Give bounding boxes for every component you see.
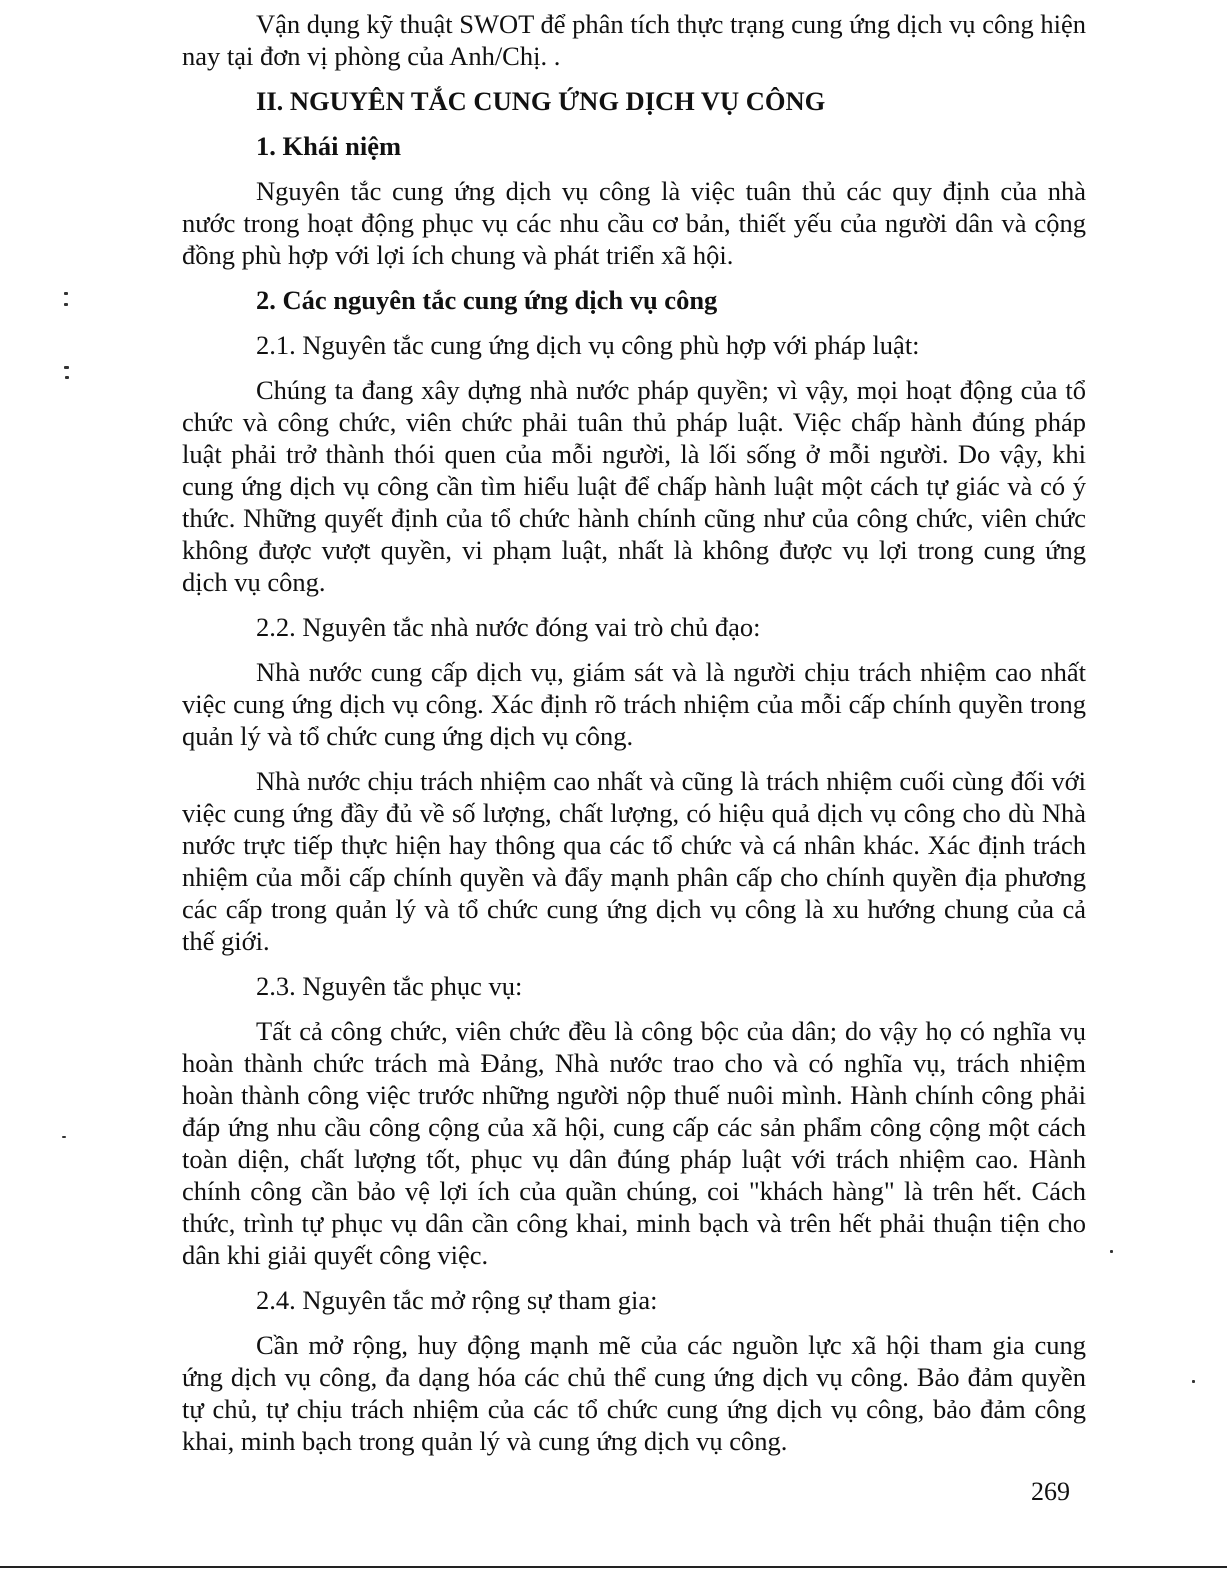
- document-page: [182, 8, 1086, 1457]
- principle-2-3-title: 2.3. Nguyên tắc phục vụ:: [256, 971, 523, 1001]
- concept-heading: 1. Khái niệm: [256, 131, 402, 161]
- principle-2-4-paragraph: Cần mở rộng, huy động mạnh mẽ của các nguồn lực xã hội tham gia cung ứng dịch vụ công, đa dạng hóa các chủ thể cung ứng dịch vụ công. Bảo đảm quyền tự chủ, tự chịu trách nhiệm của các tổ chức cung ứng dịch vụ công, bảo đảm công khai, minh bạch trong quản lý và cung ứng dịch vụ công.: [182, 1330, 1086, 1456]
- scan-speck: [65, 376, 69, 379]
- principles-heading: 2. Các nguyên tắc cung ứng dịch vụ công: [256, 285, 718, 315]
- principle-2-2-title: 2.2. Nguyên tắc nhà nước đóng vai trò chủ đạo:: [256, 612, 761, 642]
- scan-speck: [62, 1136, 66, 1138]
- principle-2-3-paragraph: Tất cả công chức, viên chức đều là công bộc của dân; do vậy họ có nghĩa vụ hoàn thành chức trách mà Đảng, Nhà nước trao cho và có nghĩa vụ, trách nhiệm hoàn thành công việc trước những người nộp thuế nuôi mình. Hành chính công phải đáp ứng nhu cầu công cộng của xã hội, cung cấp các sản phẩm công cộng một cách toàn diện, chất lượng tốt, phục vụ dân đúng pháp luật với trách nhiệm cao. Hành chính công cần bảo vệ lợi ích của quần chúng, coi "khách hàng" là trên hết. Cách thức, trình tự phục vụ dân cần công khai, minh bạch và trên hết phải thuận tiện cho dân khi giải quyết công việc.: [182, 1016, 1086, 1270]
- concept-paragraph: Nguyên tắc cung ứng dịch vụ công là việc tuân thủ các quy định của nhà nước trong hoạt động phục vụ các nhu cầu cơ bản, thiết yếu của người dân và cộng đồng phù hợp với lợi ích chung và phát triển xã hội.: [182, 176, 1086, 270]
- page-number: 269: [1031, 1477, 1070, 1506]
- section-title: II. NGUYÊN TẮC CUNG ỨNG DỊCH VỤ CÔNG: [256, 86, 826, 116]
- intro-paragraph: Vận dụng kỹ thuật SWOT để phân tích thực trạng cung ứng dịch vụ công hiện nay tại đơn vị phòng của Anh/Chị. .: [182, 9, 1086, 71]
- principle-2-4-title: 2.4. Nguyên tắc mở rộng sự tham gia:: [256, 1285, 658, 1315]
- scan-speck: [64, 366, 69, 369]
- principle-2-2-paragraph-1: Nhà nước cung cấp dịch vụ, giám sát và là người chịu trách nhiệm cao nhất việc cung ứng dịch vụ công. Xác định rõ trách nhiệm của mỗi cấp chính quyền trong quản lý và tổ chức cung ứng dịch vụ công.: [182, 657, 1086, 751]
- scan-speck: [1110, 1250, 1113, 1253]
- page-bottom-edge: [0, 1566, 1227, 1568]
- principle-2-1-paragraph: Chúng ta đang xây dựng nhà nước pháp quyền; vì vậy, mọi hoạt động của tổ chức và công chức, viên chức phải tuân thủ pháp luật. Việc chấp hành đúng pháp luật phải trở thành thói quen của mỗi người, là lối sống ở mỗi người. Do vậy, khi cung ứng dịch vụ công cần tìm hiểu luật để chấp hành luật một cách tự giác và có ý thức. Những quyết định của tổ chức hành chính cũng như của công chức, viên chức không được vượt quyền, vi phạm luật, nhất là không được vụ lợi trong cung ứng dịch vụ công.: [182, 375, 1086, 597]
- scan-speck: [64, 303, 68, 306]
- scan-speck: [1192, 1380, 1195, 1383]
- principle-2-1-title: 2.1. Nguyên tắc cung ứng dịch vụ công phù hợp với pháp luật:: [256, 330, 920, 360]
- scan-speck: [64, 292, 68, 295]
- principle-2-2-paragraph-2: Nhà nước chịu trách nhiệm cao nhất và cũng là trách nhiệm cuối cùng đối với việc cung ứng đầy đủ về số lượng, chất lượng, có hiệu quả dịch vụ công cho dù Nhà nước trực tiếp thực hiện hay thông qua các tổ chức và cá nhân khác. Xác định trách nhiệm của mỗi cấp chính quyền và đẩy mạnh phân cấp cho chính quyền địa phương các cấp trong quản lý và tổ chức cung ứng dịch vụ công là xu hướng chung của cả thế giới.: [182, 766, 1086, 956]
